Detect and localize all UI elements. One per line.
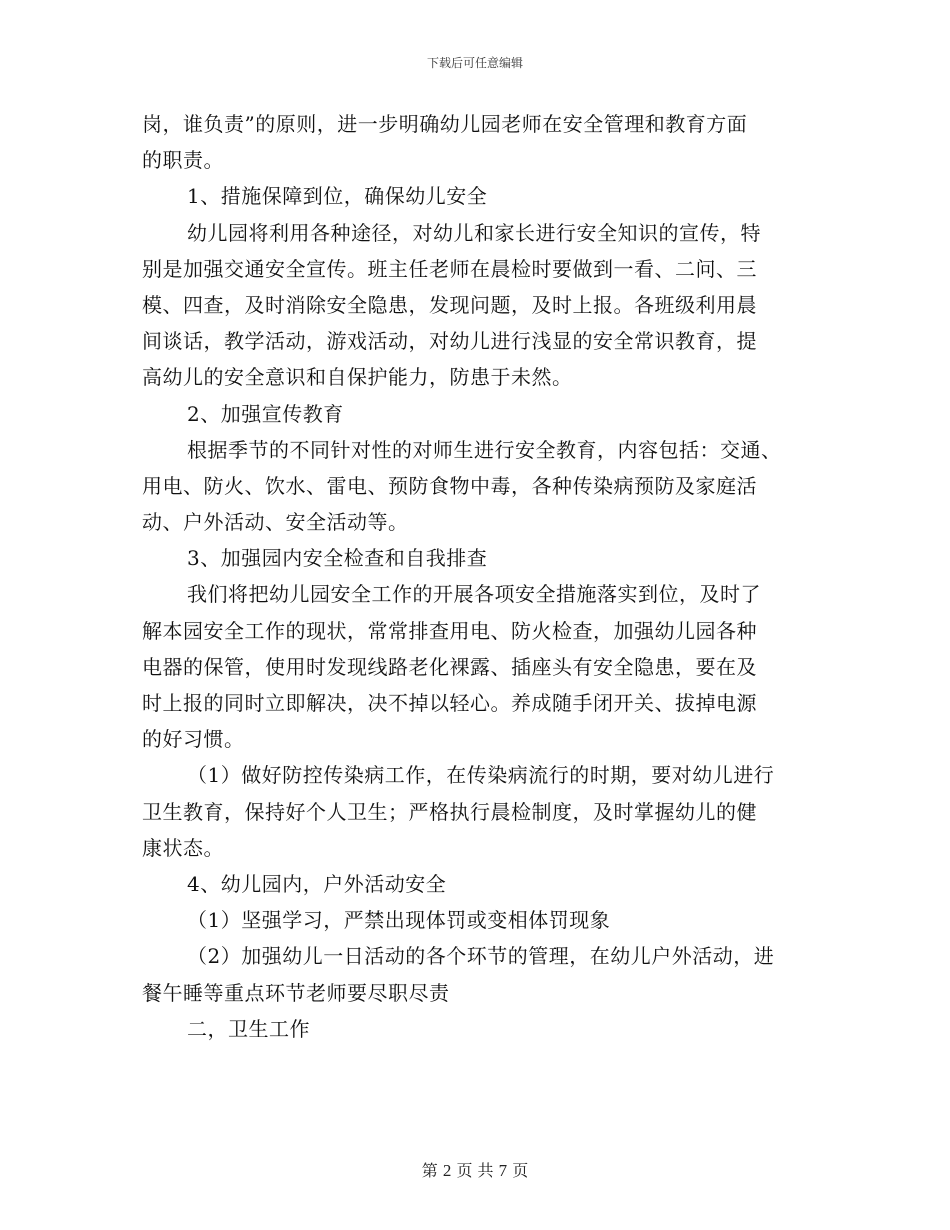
text-line: 高幼儿的安全意识和自保护能力，防患于未然。: [142, 365, 573, 390]
page-footer: [0, 1158, 950, 1181]
text-line: 解本园安全工作的现状，常常排查用电、防火检查，加强幼儿园各种: [142, 618, 757, 643]
text-line: 卫生教育，保持好个人卫生；严格执行晨检制度，及时掌握幼儿的健: [142, 799, 757, 824]
text-line: 康状态。: [142, 835, 224, 860]
text-line: 2、加强宣传教育: [187, 401, 344, 426]
text-line: 3、加强园内安全检查和自我排查: [187, 546, 488, 571]
text-line: 我们将把幼儿园安全工作的开展各项安全措施落实到位，及时了: [187, 582, 761, 607]
text-line: （1）做好防控传染病工作，在传染病流行的时期，要对幼儿进行: [187, 763, 775, 788]
text-line: 根据季节的不同针对性的对师生进行安全教育，内容包括：交通、: [187, 437, 782, 462]
text-line: 模、四查，及时消除安全隐患，发现问题，及时上报。各班级利用晨: [142, 292, 757, 317]
text-line: （1）坚强学习，严禁出现体罚或变相体罚现象: [187, 908, 611, 933]
current-page-number: 2: [442, 1161, 452, 1180]
footer-suffix: 页: [512, 1161, 529, 1180]
footer-middle: 页 共: [456, 1161, 494, 1180]
text-line: 幼儿园将利用各种途径，对幼儿和家长进行安全知识的宣传，特: [187, 220, 761, 245]
text-line: 4、幼儿园内，户外活动安全: [187, 871, 447, 896]
text-line: 1、措施保障到位，确保幼儿安全: [187, 184, 488, 209]
text-line: 的职责。: [142, 148, 224, 173]
text-line: 动、户外活动、安全活动等。: [142, 510, 409, 535]
text-line: 的好习惯。: [142, 727, 245, 752]
text-line: 间谈话，教学活动，游戏活动，对幼儿进行浅显的安全常识教育，提: [142, 329, 757, 354]
page-header: 下载后可任意编辑: [426, 56, 523, 70]
text-line: （2）加强幼儿一日活动的各个环节的管理，在幼儿户外活动，进: [187, 944, 775, 969]
text-line: 二，卫生工作: [187, 1016, 310, 1041]
text-line: 岗，谁负责”的原则，进一步明确幼儿园老师在安全管理和教育方面: [142, 112, 748, 136]
text-line: 餐午睡等重点环节老师要尽职尽责: [142, 980, 450, 1005]
document-body: [142, 106, 812, 1047]
text-line: 用电、防火、饮水、雷电、预防食物中毒，各种传染病预防及家庭活: [142, 473, 757, 498]
text-line: 电器的保管，使用时发现线路老化裸露、插座头有安全隐患，要在及: [142, 654, 757, 679]
text-line: 时上报的同时立即解决，决不掉以轻心。养成随手闭开关、拔掉电源: [142, 691, 757, 715]
text-line: 别是加强交通安全宣传。班主任老师在晨检时要做到一看、二问、三: [142, 256, 757, 281]
footer-prefix: 第: [421, 1161, 438, 1180]
total-page-count: 7: [498, 1161, 508, 1180]
